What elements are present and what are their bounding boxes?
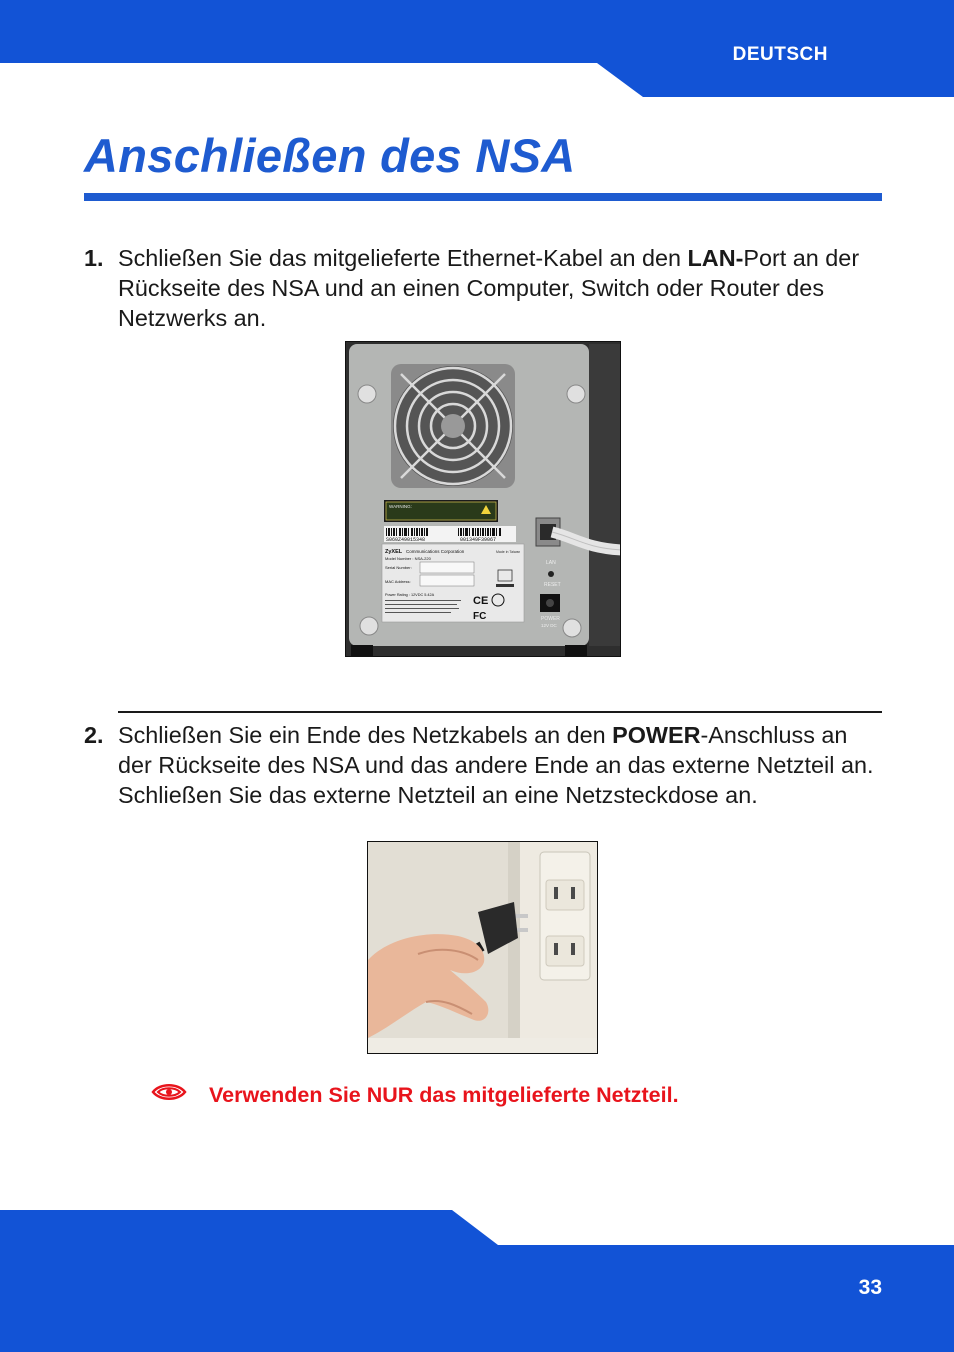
step-number: 2. [84,722,104,748]
svg-text:FC: FC [473,611,487,622]
page-number: 33 [858,1276,882,1299]
label-model: Model Number : NSA-220 [385,556,431,561]
barcode-right-text: 001349F39067 [460,537,497,543]
step-text [118,720,884,810]
step-text-bold: POWER [612,722,701,748]
footer-band [0,1210,954,1352]
page-title: Anschließen des NSA [84,129,576,182]
port-reset-label: RESET [544,582,561,588]
barcode-left-text: S060Z49015348 [386,537,426,543]
eye-icon [150,1080,188,1104]
warning-label-title: WARNING: [389,504,412,509]
step-2 [84,720,884,810]
label-made-in: Made in Taiwan [496,550,521,554]
step-text-part: Port an der Rückseite des NSA und an einen Computer, Switch oder Router des Netzwerks an. [118,245,860,331]
label-power: Power Rating : 12VDC 5.42A [385,593,435,597]
label-brand: ZyXEL [385,549,403,555]
port-power-label: POWER [541,616,560,622]
label-serial: Serial Number: [385,565,412,570]
label-company: Communications Corporation [406,549,465,554]
power-plug-image [367,841,598,1054]
note-text: Verwenden Sie NUR das mitgelieferte Netzteil. [209,1083,679,1107]
step-text [118,243,884,333]
language-label: DEUTSCH [732,44,828,65]
step-1 [84,243,884,333]
port-power-rating: 12V DC [541,623,557,628]
separator-rule [118,711,882,713]
step-text-part: -Anschluss an der Rückseite des NSA und das andere Ende an das externe Netzteil an. Schließen Sie das externe Netzteil an eine Netzsteckdose an. [118,722,874,808]
nsa-back-panel-image [345,341,621,657]
step-text-part: Schließen Sie ein Ende des Netzkabels an den [118,722,613,748]
step-text-part: Schließen Sie das mitgelieferte Ethernet-Kabel an den [118,245,688,271]
step-text-bold: LAN- [687,245,744,271]
port-lan-label: LAN [546,560,556,566]
svg-text:CE: CE [473,595,489,607]
label-mac: MAC Address: [385,579,411,584]
step-number: 1. [84,245,104,271]
title-rule [84,193,882,201]
